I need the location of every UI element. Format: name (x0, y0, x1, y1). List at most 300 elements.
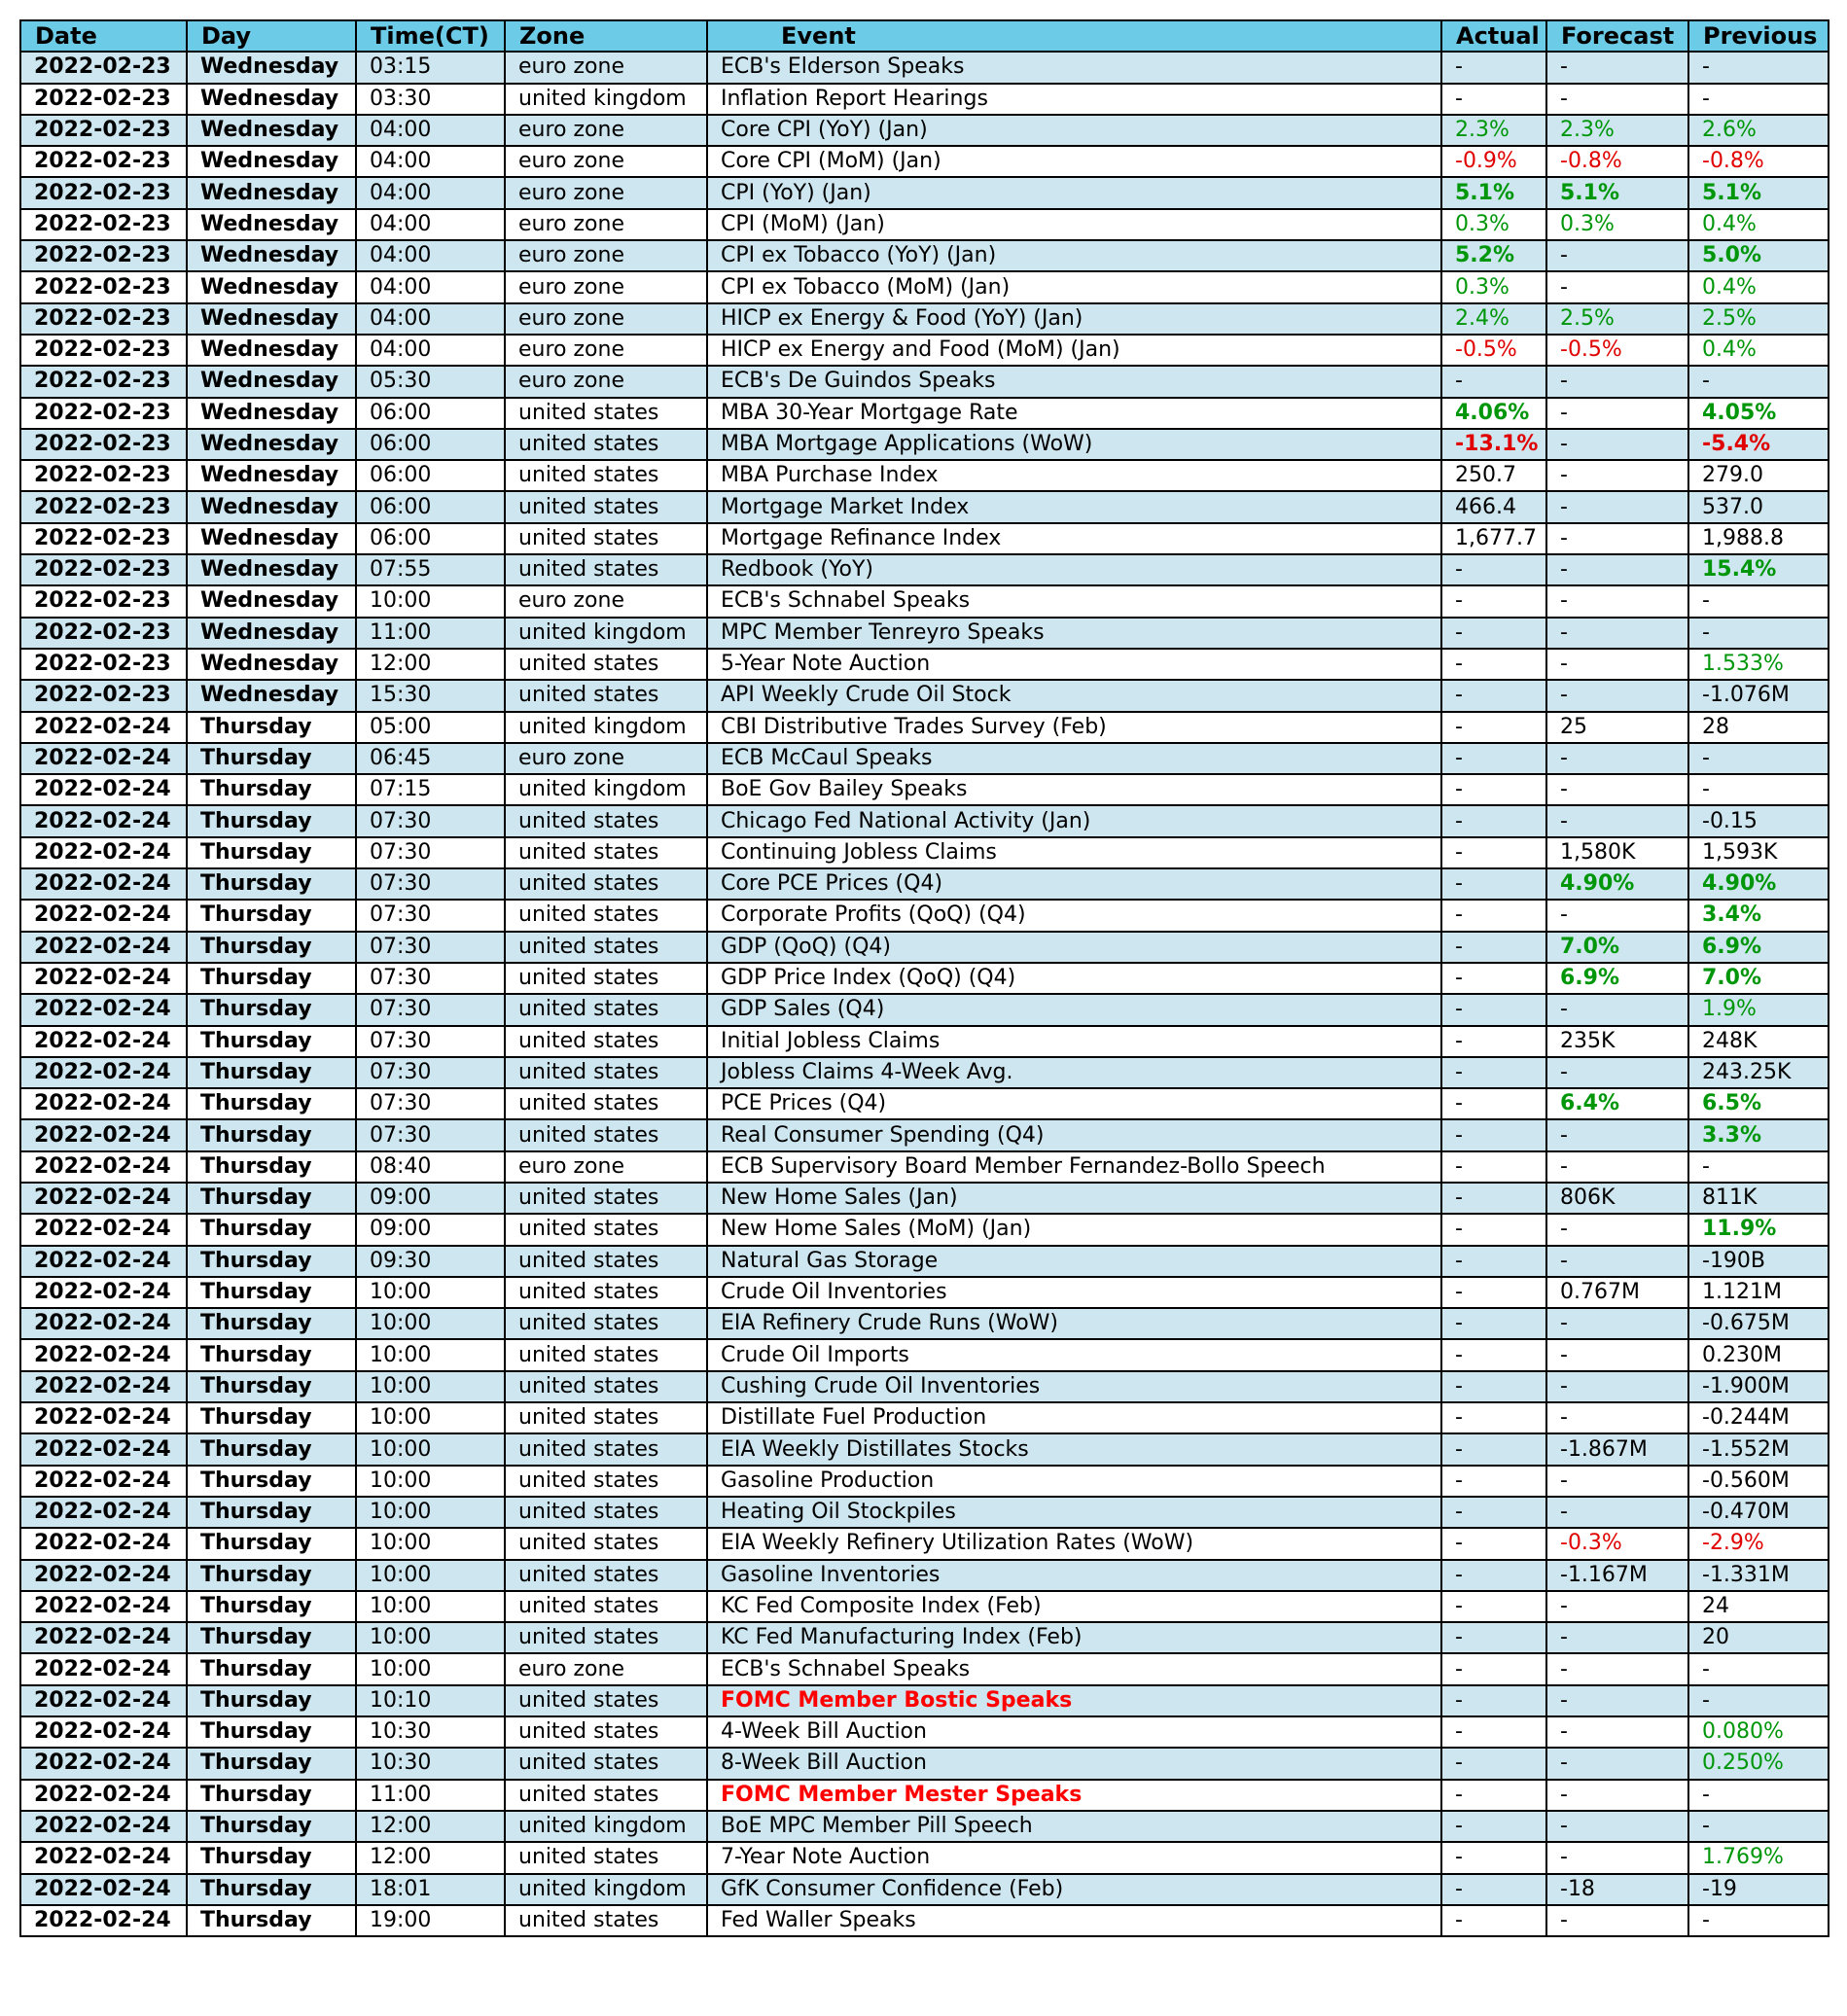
event-cell: Mortgage Market Index (707, 491, 1441, 522)
date-cell: 2022-02-23 (20, 618, 187, 649)
zone-cell: united states (505, 1308, 707, 1339)
zone-cell: euro zone (505, 303, 707, 335)
time-cell: 04:00 (356, 209, 505, 240)
zone-cell: united states (505, 1339, 707, 1370)
event-cell: FOMC Member Mester Speaks (707, 1780, 1441, 1811)
table-row[interactable] (20, 1308, 1829, 1339)
forecast-cell: -18 (1546, 1874, 1688, 1905)
zone-cell: united states (505, 1685, 707, 1716)
forecast-cell: 806K (1546, 1183, 1688, 1214)
time-cell: 06:00 (356, 491, 505, 522)
time-cell: 10:00 (356, 1371, 505, 1402)
table-row[interactable] (20, 1246, 1829, 1277)
table-row[interactable] (20, 837, 1829, 868)
previous-cell: -0.244M (1688, 1402, 1829, 1433)
zone-cell: united states (505, 1622, 707, 1653)
forecast-cell: - (1546, 994, 1688, 1025)
forecast-cell: -0.3% (1546, 1528, 1688, 1559)
day-cell: Thursday (187, 1026, 356, 1057)
actual-cell: - (1441, 1842, 1546, 1873)
forecast-cell: - (1546, 1780, 1688, 1811)
table-row[interactable] (20, 303, 1829, 335)
table-row[interactable] (20, 585, 1829, 617)
table-row[interactable] (20, 460, 1829, 491)
table-row[interactable] (20, 1339, 1829, 1370)
forecast-cell: - (1546, 585, 1688, 617)
column-header-date[interactable]: Date (20, 20, 187, 52)
previous-cell: - (1688, 1811, 1829, 1842)
date-cell: 2022-02-24 (20, 805, 187, 836)
date-cell: 2022-02-23 (20, 84, 187, 115)
date-cell: 2022-02-23 (20, 177, 187, 208)
previous-cell: 1,593K (1688, 837, 1829, 868)
forecast-cell: - (1546, 1905, 1688, 1936)
event-cell: New Home Sales (MoM) (Jan) (707, 1214, 1441, 1245)
previous-cell: 243.25K (1688, 1057, 1829, 1088)
actual-cell: - (1441, 1119, 1546, 1150)
actual-cell: - (1441, 1466, 1546, 1497)
previous-cell: -5.4% (1688, 429, 1829, 460)
table-row[interactable] (20, 398, 1829, 429)
zone-cell: united states (505, 1433, 707, 1465)
time-cell: 04:00 (356, 146, 505, 177)
date-cell: 2022-02-24 (20, 1780, 187, 1811)
previous-cell: 5.1% (1688, 177, 1829, 208)
actual-cell: - (1441, 994, 1546, 1025)
previous-cell: 7.0% (1688, 963, 1829, 994)
event-cell: MBA Purchase Index (707, 460, 1441, 491)
table-row[interactable] (20, 1528, 1829, 1559)
column-header-previous[interactable]: Previous (1688, 20, 1829, 52)
forecast-cell: - (1546, 1308, 1688, 1339)
event-cell: MPC Member Tenreyro Speaks (707, 618, 1441, 649)
day-cell: Wednesday (187, 398, 356, 429)
event-cell: BoE Gov Bailey Speaks (707, 774, 1441, 805)
economic-calendar-table (19, 19, 1829, 1937)
day-cell: Thursday (187, 837, 356, 868)
table-row[interactable] (20, 1842, 1829, 1873)
zone-cell: united states (505, 1088, 707, 1119)
actual-cell: 2.4% (1441, 303, 1546, 335)
event-cell: Heating Oil Stockpiles (707, 1497, 1441, 1528)
previous-cell: -2.9% (1688, 1528, 1829, 1559)
time-cell: 15:30 (356, 680, 505, 711)
previous-cell: 1.121M (1688, 1277, 1829, 1308)
time-cell: 12:00 (356, 649, 505, 680)
date-cell: 2022-02-24 (20, 1560, 187, 1591)
table-row[interactable] (20, 240, 1829, 271)
zone-cell: united states (505, 1466, 707, 1497)
day-cell: Wednesday (187, 209, 356, 240)
day-cell: Thursday (187, 1685, 356, 1716)
zone-cell: united kingdom (505, 1811, 707, 1842)
actual-cell: - (1441, 1653, 1546, 1684)
actual-cell: - (1441, 774, 1546, 805)
event-cell: 4-Week Bill Auction (707, 1716, 1441, 1748)
table-row[interactable] (20, 366, 1829, 397)
date-cell: 2022-02-24 (20, 1214, 187, 1245)
zone-cell: united states (505, 1026, 707, 1057)
zone-cell: united kingdom (505, 84, 707, 115)
table-row[interactable] (20, 680, 1829, 711)
column-header-forecast[interactable]: Forecast (1546, 20, 1688, 52)
event-cell: KC Fed Manufacturing Index (Feb) (707, 1622, 1441, 1653)
forecast-cell: - (1546, 1748, 1688, 1779)
table-row[interactable] (20, 1277, 1829, 1308)
column-header-day[interactable]: Day (187, 20, 356, 52)
date-cell: 2022-02-24 (20, 1685, 187, 1716)
forecast-cell: - (1546, 1716, 1688, 1748)
previous-cell: 1.769% (1688, 1842, 1829, 1873)
zone-cell: united states (505, 1214, 707, 1245)
table-row[interactable] (20, 146, 1829, 177)
table-row[interactable] (20, 1433, 1829, 1465)
date-cell: 2022-02-24 (20, 1748, 187, 1779)
column-header-zone[interactable]: Zone (505, 20, 707, 52)
table-row[interactable] (20, 554, 1829, 585)
table-row[interactable] (20, 1811, 1829, 1842)
table-row[interactable] (20, 52, 1829, 83)
date-cell: 2022-02-23 (20, 491, 187, 522)
table-row[interactable] (20, 994, 1829, 1025)
time-cell: 05:00 (356, 712, 505, 743)
date-cell: 2022-02-23 (20, 335, 187, 366)
zone-cell: united kingdom (505, 618, 707, 649)
zone-cell: united states (505, 1716, 707, 1748)
previous-cell: -190B (1688, 1246, 1829, 1277)
table-row[interactable] (20, 1183, 1829, 1214)
table-row[interactable] (20, 1748, 1829, 1779)
date-cell: 2022-02-24 (20, 1026, 187, 1057)
time-cell: 04:00 (356, 335, 505, 366)
date-cell: 2022-02-23 (20, 429, 187, 460)
table-row[interactable] (20, 900, 1829, 931)
table-row[interactable] (20, 1497, 1829, 1528)
event-cell: CPI ex Tobacco (YoY) (Jan) (707, 240, 1441, 271)
forecast-cell: 6.9% (1546, 963, 1688, 994)
day-cell: Thursday (187, 1466, 356, 1497)
time-cell: 09:00 (356, 1214, 505, 1245)
table-row[interactable] (20, 1622, 1829, 1653)
table-row[interactable] (20, 1057, 1829, 1088)
actual-cell: -0.9% (1441, 146, 1546, 177)
table-row[interactable] (20, 712, 1829, 743)
table-row[interactable] (20, 932, 1829, 963)
table-row[interactable] (20, 523, 1829, 554)
table-row[interactable] (20, 963, 1829, 994)
zone-cell: united states (505, 900, 707, 931)
previous-cell: 6.5% (1688, 1088, 1829, 1119)
date-cell: 2022-02-24 (20, 868, 187, 900)
event-cell: FOMC Member Bostic Speaks (707, 1685, 1441, 1716)
day-cell: Wednesday (187, 460, 356, 491)
forecast-cell: 25 (1546, 712, 1688, 743)
date-cell: 2022-02-24 (20, 1183, 187, 1214)
table-row[interactable] (20, 84, 1829, 115)
event-cell: CPI (YoY) (Jan) (707, 177, 1441, 208)
actual-cell: 2.3% (1441, 115, 1546, 146)
date-cell: 2022-02-24 (20, 1339, 187, 1370)
actual-cell: - (1441, 1026, 1546, 1057)
actual-cell: 5.1% (1441, 177, 1546, 208)
previous-cell: -0.15 (1688, 805, 1829, 836)
date-cell: 2022-02-24 (20, 994, 187, 1025)
zone-cell: united states (505, 429, 707, 460)
table-row[interactable] (20, 774, 1829, 805)
zone-cell: united states (505, 460, 707, 491)
table-row[interactable] (20, 743, 1829, 774)
zone-cell: united states (505, 994, 707, 1025)
previous-cell: - (1688, 774, 1829, 805)
date-cell: 2022-02-23 (20, 680, 187, 711)
day-cell: Thursday (187, 963, 356, 994)
time-cell: 04:00 (356, 240, 505, 271)
time-cell: 07:30 (356, 1026, 505, 1057)
actual-cell: - (1441, 1371, 1546, 1402)
time-cell: 10:00 (356, 1466, 505, 1497)
zone-cell: united kingdom (505, 1874, 707, 1905)
actual-cell: - (1441, 1528, 1546, 1559)
actual-cell: - (1441, 1622, 1546, 1653)
table-row[interactable] (20, 1088, 1829, 1119)
previous-cell: 1,988.8 (1688, 523, 1829, 554)
actual-cell: - (1441, 1183, 1546, 1214)
zone-cell: euro zone (505, 1151, 707, 1183)
previous-cell: -1.552M (1688, 1433, 1829, 1465)
event-cell: EIA Refinery Crude Runs (WoW) (707, 1308, 1441, 1339)
day-cell: Wednesday (187, 680, 356, 711)
previous-cell: - (1688, 1151, 1829, 1183)
time-cell: 07:30 (356, 1057, 505, 1088)
forecast-cell: -0.5% (1546, 335, 1688, 366)
date-cell: 2022-02-23 (20, 52, 187, 83)
previous-cell: 3.4% (1688, 900, 1829, 931)
day-cell: Thursday (187, 743, 356, 774)
date-cell: 2022-02-23 (20, 303, 187, 335)
table-row[interactable] (20, 491, 1829, 522)
previous-cell: 811K (1688, 1183, 1829, 1214)
table-row[interactable] (20, 271, 1829, 302)
previous-cell: 0.080% (1688, 1716, 1829, 1748)
day-cell: Thursday (187, 1151, 356, 1183)
zone-cell: united states (505, 1497, 707, 1528)
table-row[interactable] (20, 805, 1829, 836)
date-cell: 2022-02-23 (20, 398, 187, 429)
event-cell: KC Fed Composite Index (Feb) (707, 1591, 1441, 1622)
event-cell: MBA 30-Year Mortgage Rate (707, 398, 1441, 429)
event-cell: Initial Jobless Claims (707, 1026, 1441, 1057)
table-row[interactable] (20, 1214, 1829, 1245)
actual-cell: - (1441, 837, 1546, 868)
time-cell: 07:15 (356, 774, 505, 805)
day-cell: Wednesday (187, 429, 356, 460)
day-cell: Wednesday (187, 585, 356, 617)
previous-cell: -19 (1688, 1874, 1829, 1905)
date-cell: 2022-02-24 (20, 1057, 187, 1088)
date-cell: 2022-02-24 (20, 1653, 187, 1684)
previous-cell: 4.90% (1688, 868, 1829, 900)
day-cell: Wednesday (187, 523, 356, 554)
table-row[interactable] (20, 868, 1829, 900)
table-row[interactable] (20, 1402, 1829, 1433)
zone-cell: euro zone (505, 209, 707, 240)
event-cell: Crude Oil Inventories (707, 1277, 1441, 1308)
date-cell: 2022-02-24 (20, 1497, 187, 1528)
previous-cell: 15.4% (1688, 554, 1829, 585)
actual-cell: - (1441, 1214, 1546, 1245)
actual-cell: 250.7 (1441, 460, 1546, 491)
previous-cell: - (1688, 743, 1829, 774)
table-row[interactable] (20, 1905, 1829, 1936)
zone-cell: united states (505, 1780, 707, 1811)
date-cell: 2022-02-24 (20, 932, 187, 963)
forecast-cell: 0.767M (1546, 1277, 1688, 1308)
forecast-cell: - (1546, 523, 1688, 554)
time-cell: 12:00 (356, 1811, 505, 1842)
date-cell: 2022-02-24 (20, 1716, 187, 1748)
table-row[interactable] (20, 1653, 1829, 1684)
zone-cell: united states (505, 1246, 707, 1277)
actual-cell: - (1441, 963, 1546, 994)
date-cell: 2022-02-23 (20, 460, 187, 491)
column-header-actual[interactable]: Actual (1441, 20, 1546, 52)
event-cell: Redbook (YoY) (707, 554, 1441, 585)
column-header-time[interactable]: Time(CT) (356, 20, 505, 52)
forecast-cell: - (1546, 366, 1688, 397)
time-cell: 04:00 (356, 303, 505, 335)
time-cell: 10:00 (356, 1591, 505, 1622)
forecast-cell: - (1546, 1685, 1688, 1716)
actual-cell: - (1441, 1874, 1546, 1905)
zone-cell: united states (505, 1842, 707, 1873)
forecast-cell: - (1546, 774, 1688, 805)
zone-cell: euro zone (505, 743, 707, 774)
table-row[interactable] (20, 1371, 1829, 1402)
time-cell: 07:30 (356, 932, 505, 963)
forecast-cell: - (1546, 1402, 1688, 1433)
day-cell: Thursday (187, 1842, 356, 1873)
table-row[interactable] (20, 618, 1829, 649)
day-cell: Thursday (187, 774, 356, 805)
previous-cell: 20 (1688, 1622, 1829, 1653)
time-cell: 09:30 (356, 1246, 505, 1277)
time-cell: 10:00 (356, 1277, 505, 1308)
previous-cell: 279.0 (1688, 460, 1829, 491)
time-cell: 10:00 (356, 1402, 505, 1433)
table-row[interactable] (20, 1716, 1829, 1748)
date-cell: 2022-02-24 (20, 1874, 187, 1905)
table-row[interactable] (20, 1591, 1829, 1622)
zone-cell: euro zone (505, 271, 707, 302)
forecast-cell: - (1546, 1246, 1688, 1277)
day-cell: Thursday (187, 1371, 356, 1402)
zone-cell: united states (505, 680, 707, 711)
event-cell: GDP Sales (Q4) (707, 994, 1441, 1025)
previous-cell: - (1688, 1685, 1829, 1716)
day-cell: Thursday (187, 1402, 356, 1433)
event-cell: GfK Consumer Confidence (Feb) (707, 1874, 1441, 1905)
table-row[interactable] (20, 115, 1829, 146)
forecast-cell: 4.90% (1546, 868, 1688, 900)
forecast-cell: 5.1% (1546, 177, 1688, 208)
actual-cell: - (1441, 618, 1546, 649)
zone-cell: euro zone (505, 52, 707, 83)
day-cell: Wednesday (187, 554, 356, 585)
day-cell: Thursday (187, 900, 356, 931)
table-row[interactable] (20, 649, 1829, 680)
previous-cell: -0.675M (1688, 1308, 1829, 1339)
table-row[interactable] (20, 335, 1829, 366)
event-cell: CPI ex Tobacco (MoM) (Jan) (707, 271, 1441, 302)
time-cell: 07:30 (356, 963, 505, 994)
zone-cell: united states (505, 1748, 707, 1779)
table-row[interactable] (20, 429, 1829, 460)
event-cell: 5-Year Note Auction (707, 649, 1441, 680)
forecast-cell: -1.167M (1546, 1560, 1688, 1591)
table-row[interactable] (20, 1685, 1829, 1716)
column-header-event[interactable]: Event (707, 20, 1441, 52)
date-cell: 2022-02-24 (20, 963, 187, 994)
table-row[interactable] (20, 209, 1829, 240)
table-row[interactable] (20, 177, 1829, 208)
event-cell: MBA Mortgage Applications (WoW) (707, 429, 1441, 460)
table-row[interactable] (20, 1119, 1829, 1150)
date-cell: 2022-02-23 (20, 271, 187, 302)
date-cell: 2022-02-24 (20, 837, 187, 868)
event-cell: ECB's Schnabel Speaks (707, 1653, 1441, 1684)
zone-cell: united states (505, 1057, 707, 1088)
table-row[interactable] (20, 1026, 1829, 1057)
event-cell: Core CPI (YoY) (Jan) (707, 115, 1441, 146)
table-row[interactable] (20, 1874, 1829, 1905)
table-row[interactable] (20, 1466, 1829, 1497)
previous-cell: - (1688, 585, 1829, 617)
event-cell: HICP ex Energy and Food (MoM) (Jan) (707, 335, 1441, 366)
actual-cell: - (1441, 366, 1546, 397)
day-cell: Thursday (187, 1214, 356, 1245)
event-cell: 7-Year Note Auction (707, 1842, 1441, 1873)
table-row[interactable] (20, 1780, 1829, 1811)
date-cell: 2022-02-23 (20, 649, 187, 680)
time-cell: 07:30 (356, 1088, 505, 1119)
event-cell: Mortgage Refinance Index (707, 523, 1441, 554)
previous-cell: 2.6% (1688, 115, 1829, 146)
zone-cell: united states (505, 1528, 707, 1559)
time-cell: 06:00 (356, 429, 505, 460)
date-cell: 2022-02-23 (20, 366, 187, 397)
forecast-cell: - (1546, 1622, 1688, 1653)
previous-cell: 0.230M (1688, 1339, 1829, 1370)
day-cell: Thursday (187, 868, 356, 900)
date-cell: 2022-02-23 (20, 523, 187, 554)
previous-cell: -0.470M (1688, 1497, 1829, 1528)
actual-cell: 5.2% (1441, 240, 1546, 271)
event-cell: Core CPI (MoM) (Jan) (707, 146, 1441, 177)
date-cell: 2022-02-23 (20, 115, 187, 146)
actual-cell: - (1441, 900, 1546, 931)
time-cell: 06:45 (356, 743, 505, 774)
forecast-cell: - (1546, 743, 1688, 774)
event-cell: ECB's De Guindos Speaks (707, 366, 1441, 397)
table-row[interactable] (20, 1151, 1829, 1183)
zone-cell: united kingdom (505, 774, 707, 805)
previous-cell: - (1688, 1653, 1829, 1684)
table-row[interactable] (20, 1560, 1829, 1591)
previous-cell: - (1688, 366, 1829, 397)
day-cell: Thursday (187, 1874, 356, 1905)
time-cell: 11:00 (356, 618, 505, 649)
zone-cell: united kingdom (505, 712, 707, 743)
